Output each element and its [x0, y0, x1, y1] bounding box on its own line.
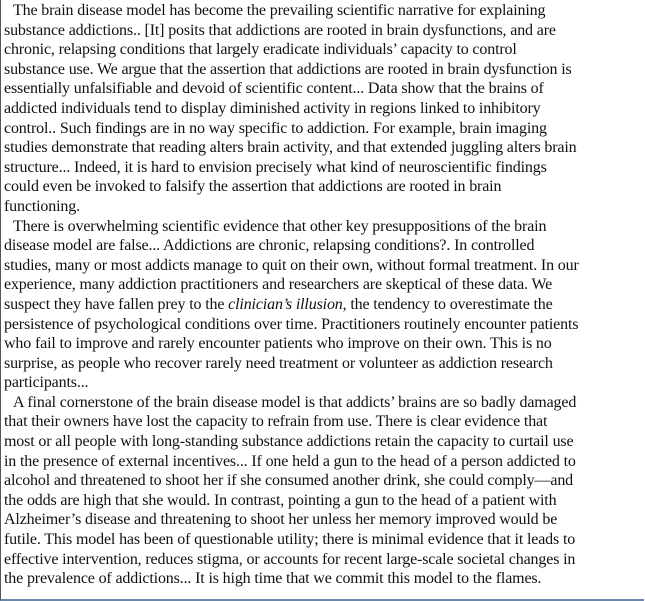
text-line: alcohol and threatened to shoot her if she consumed another drink, she could comply—and	[4, 472, 574, 490]
text-line: A final cornerstone of the brain disease model is that addicts’ brains are so badly damaged	[13, 393, 577, 411]
text-line: experience, many addiction practitioners and researchers are skeptical of these data. We	[4, 276, 553, 294]
text-line: structure... Indeed, it is hard to envision precisely what kind of neuroscientific findings	[4, 158, 547, 176]
text-line: that their owners have lost the capacity to refrain from use. There is clear evidence that	[4, 413, 548, 431]
text-line: disease model are false... Addictions are chronic, relapsing conditions?. In controlled	[4, 237, 535, 255]
text-line: effective intervention, reduces stigma, or accounts for recent large-scale societal changes in	[4, 550, 576, 568]
text-line: control.. Such findings are in no way specific to addiction. For example, brain imaging	[4, 119, 547, 137]
text-line: Alzheimer’s disease and threatening to shoot her unless her memory improved would be	[4, 511, 558, 529]
text-line: essentially unfalsifiable and devoid of scientific content... Data show that the brains of	[4, 80, 544, 98]
text-segment: suspect they have fallen prey to the	[4, 295, 229, 313]
text-line: The brain disease model has become the prevailing scientific narrative for explaining	[13, 2, 546, 19]
text-line: most or all people with long-standing substance addictions retain the capacity to curtail use	[4, 433, 574, 451]
text-line: who fail to improve and rarely encounter patients who improve on their own. This is no	[4, 335, 552, 353]
italic-term: clinician’s illusion	[228, 295, 343, 313]
text-segment: , the tendency to overestimate the	[342, 295, 553, 313]
text-line: the prevalence of addictions... It is high time that we commit this model to the flames.	[4, 570, 542, 588]
paragraph-1	[1, 1, 644, 217]
text-line: functioning.	[4, 197, 80, 215]
text-line: futile. This model has been of questionable utility; there is minimal evidence that it leads to	[4, 531, 576, 549]
text-line: There is overwhelming scientific evidence that other key presuppositions of the brain	[13, 217, 547, 235]
text-line: the odds are high that she would. In contrast, pointing a gun to the head of a patient with	[4, 491, 557, 509]
text-line: surprise, as people who recover rarely need treatment or volunteer as addiction research	[4, 354, 553, 372]
text-line: participants...	[4, 374, 89, 392]
text-line: studies, many or most addicts manage to quit on their own, without formal treatment. In our	[4, 256, 579, 274]
text-line: could even be invoked to falsify the assertion that addictions are rooted in brain	[4, 178, 502, 196]
text-line: persistence of psychological conditions over time. Practitioners routinely encounter patients	[4, 315, 579, 333]
text-line: addicted individuals tend to display diminished activity in regions linked to inhibitory	[4, 99, 541, 117]
text-line	[1, 295, 644, 315]
text-line: substance addictions.. [It] posits that addictions are rooted in brain dysfunctions, and are	[4, 21, 556, 39]
paragraph-3	[1, 393, 644, 589]
text-line: in the presence of external incentives... If one held a gun to the head of a person addicted to	[4, 452, 576, 470]
text-line: substance use. We argue that the assertion that addictions are rooted in brain dysfunction is	[4, 60, 572, 78]
text-line: studies demonstrate that reading alters brain activity, and that extended juggling alters brain	[4, 139, 577, 157]
text-line: chronic, relapsing conditions that largely eradicate individuals’ capacity to control	[4, 41, 517, 59]
paragraph-2	[1, 217, 644, 393]
